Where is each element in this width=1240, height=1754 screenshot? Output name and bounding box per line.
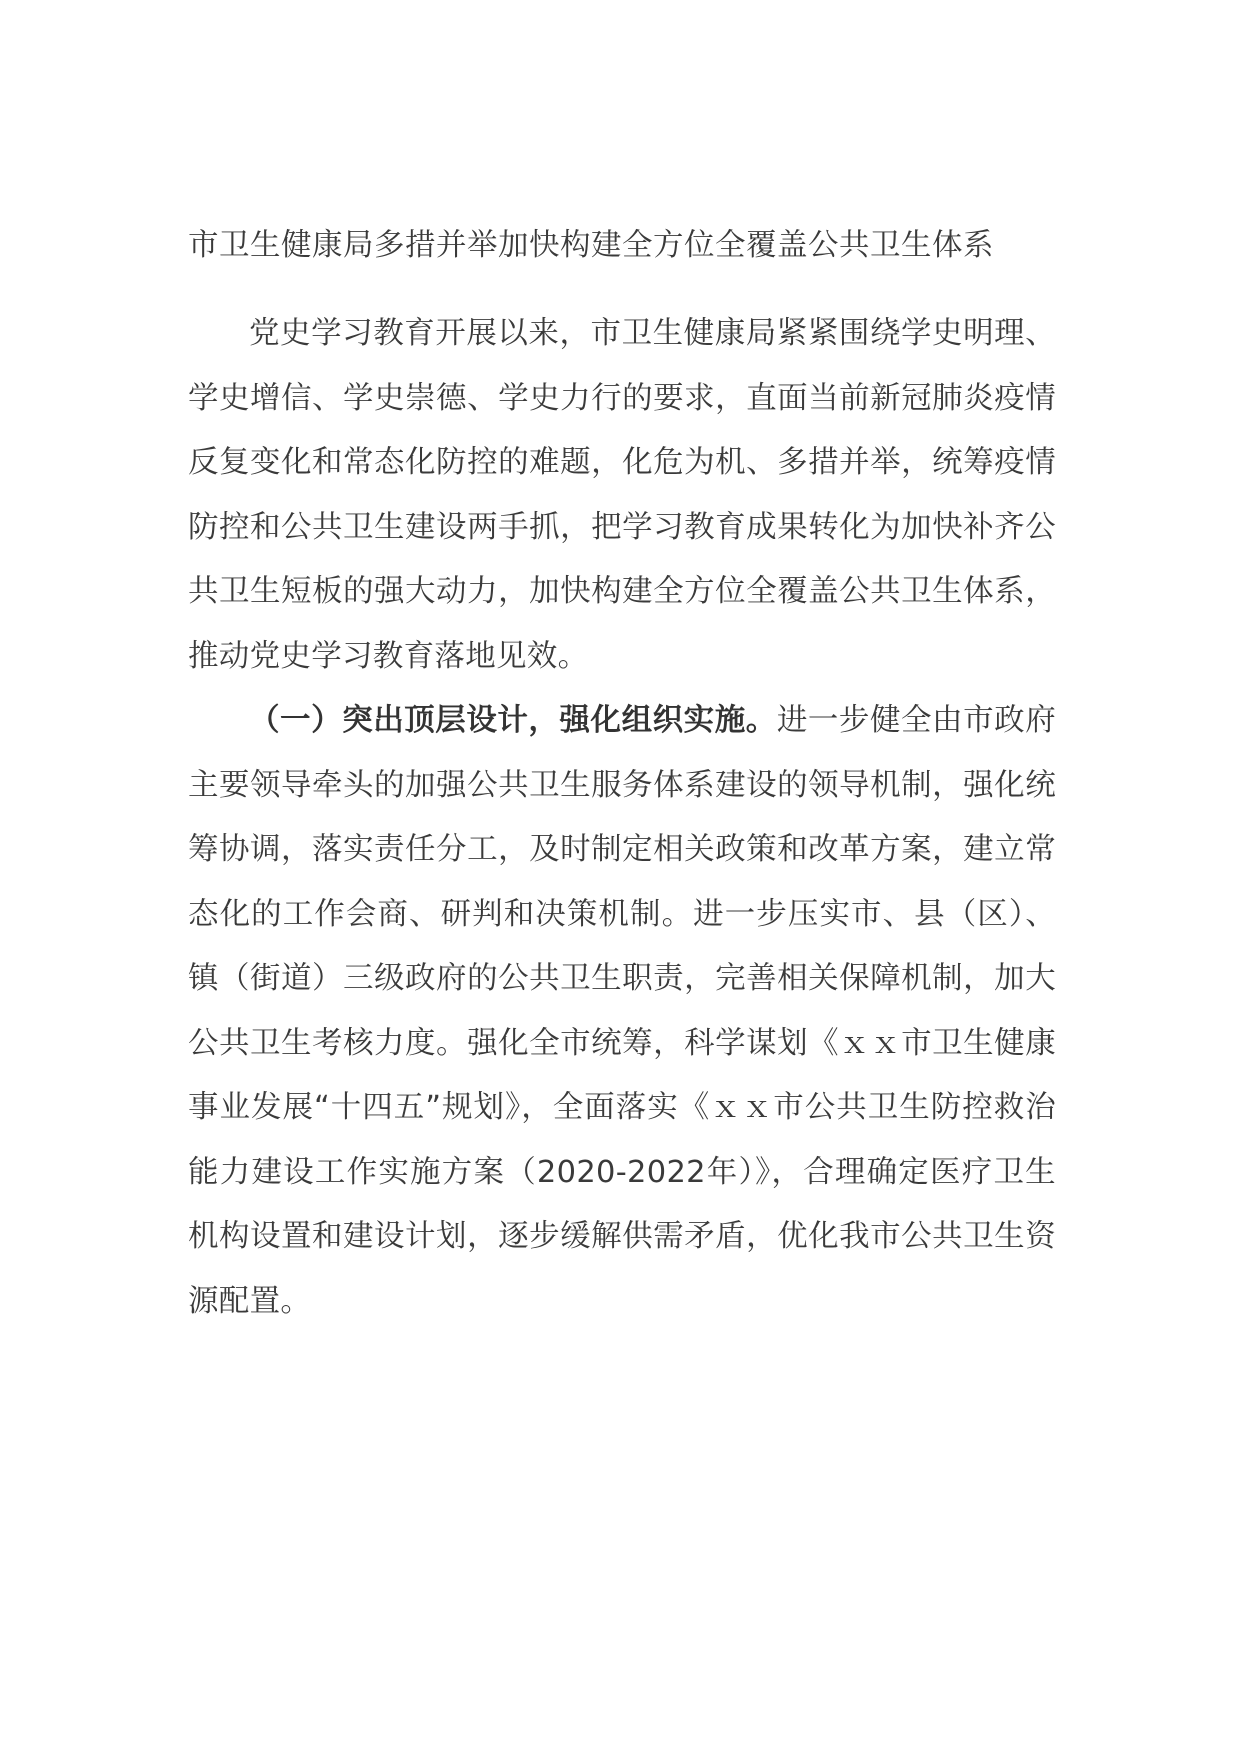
section-one-paragraph <box>188 689 1056 1334</box>
section-one-text: 进一步健全由市政府主要领导牵头的加强公共卫生服务体系建设的领导机制，强化统筹协调，落实责任分工，及时制定相关政策和改革方案，建立常态化的工作会商、研判和决策机制。进一步压实市、县（区）、镇（街道）三级政府的公共卫生职责，完善相关保障机制，加大公共卫生考核力度。强化全市统筹，科学谋划《ｘｘ市卫生健康事业发展“十四五”规划》，全面落实《ｘｘ市公共卫生防控救治能力建设工作实施方案（2020-2022年）》，合理确定医疗卫生机构设置和建设计划，逐步缓解供需矛盾，优化我市公共卫生资源配置。 <box>188 703 1056 1319</box>
intro-paragraph-text: 党史学习教育开展以来，市卫生健康局紧紧围绕学史明理、学史增信、学史崇德、学史力行的要求，直面当前新冠肺炎疫情反复变化和常态化防控的难题，化危为机、多措并举，统筹疫情防控和公共卫生建设两手抓，把学习教育成果转化为加快补齐公共卫生短板的强大动力，加快构建全方位全覆盖公共卫生体系，推动党史学习教育落地见效。 <box>188 316 1056 674</box>
section-one-heading: （一）突出顶层设计，强化组织实施。 <box>249 703 777 738</box>
document-body <box>188 214 1056 1334</box>
intro-paragraph <box>188 302 1056 689</box>
document-title: 市卫生健康局多措并举加快构建全方位全覆盖公共卫生体系 <box>188 228 994 263</box>
